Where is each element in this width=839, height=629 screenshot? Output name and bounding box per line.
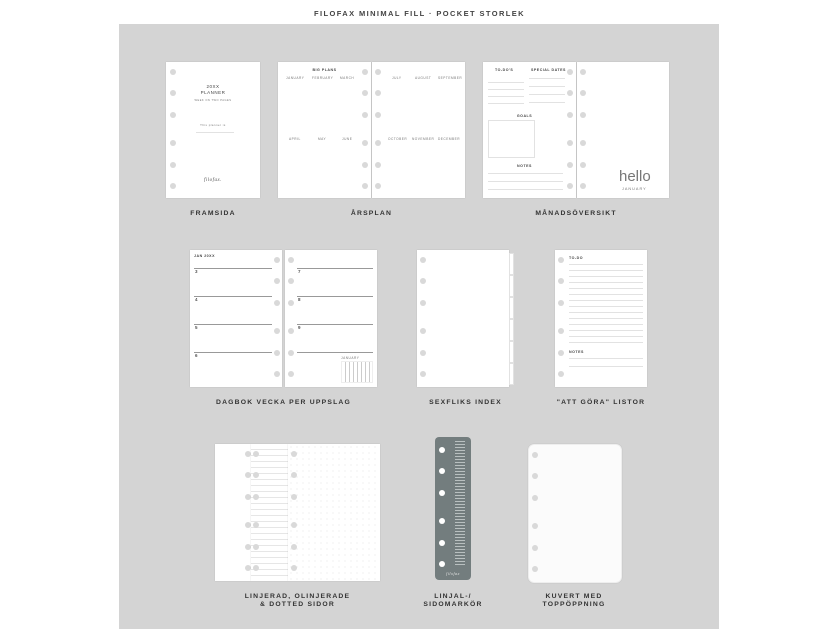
caption-arsplan: ÅRSPLAN (350, 210, 393, 217)
ring-hole (253, 472, 259, 478)
ring-hole (274, 257, 280, 263)
ring-hole (375, 162, 381, 168)
ruler-ticks (455, 441, 465, 565)
ring-hole (375, 69, 381, 75)
notes-heading: NOTES (517, 164, 532, 168)
caption-dagbok: DAGBOK VECKA PER UPPSLAG (215, 399, 352, 406)
rule-line (529, 86, 565, 87)
product-panel (119, 24, 719, 629)
ring-hole (580, 162, 586, 168)
caption-framsida: FRAMSIDA (190, 210, 236, 217)
ring-hole (532, 473, 538, 479)
ring-hole (291, 451, 297, 457)
rule-line (569, 270, 643, 271)
index-tab (509, 297, 514, 319)
ring-hole (558, 328, 564, 334)
cover-subtitle: WEEK ON TWO PAGES (194, 99, 232, 102)
ring-hole (274, 328, 280, 334)
ring-hole (580, 140, 586, 146)
rule-line (569, 300, 643, 301)
ring-hole (439, 490, 445, 496)
ring-hole (288, 350, 294, 356)
ring-hole (288, 328, 294, 334)
ring-hole (420, 257, 426, 263)
blank-page (215, 444, 251, 581)
caption-manad: MÅNADSÖVERSIKT (535, 210, 617, 217)
ring-hole (580, 183, 586, 189)
ring-hole (567, 69, 573, 75)
rule-line (569, 324, 643, 325)
month-label: AUGUST (415, 76, 432, 80)
ring-hole (170, 69, 176, 75)
ring-hole (420, 371, 426, 377)
index-tab (509, 363, 514, 385)
goals-box (488, 120, 535, 158)
cover-owner: This planner is (200, 123, 226, 127)
rule-line (194, 296, 272, 297)
rule-line (297, 268, 373, 269)
ring-hole (291, 522, 297, 528)
ruler-logo: filofax (446, 571, 460, 576)
ring-hole (532, 523, 538, 529)
rule-line (569, 294, 643, 295)
ring-hole (288, 278, 294, 284)
ring-hole (253, 544, 259, 550)
ring-hole (580, 90, 586, 96)
caption-sexfliks: SEXFLIKS INDEX (429, 399, 502, 406)
index-divider (417, 250, 509, 387)
ring-hole (291, 472, 297, 478)
rule-line (569, 336, 643, 337)
rule-line (529, 102, 565, 103)
ring-hole (420, 278, 426, 284)
ring-hole (439, 447, 445, 453)
special-dates-heading: SPECIAL DATES (531, 68, 566, 72)
rule-line (297, 296, 373, 297)
ring-hole (532, 452, 538, 458)
ring-hole (274, 278, 280, 284)
rule-line (569, 312, 643, 313)
ring-hole (362, 140, 368, 146)
rule-line (569, 330, 643, 331)
month-label: JULY (392, 76, 402, 80)
rule-line (569, 306, 643, 307)
big-plans-heading: BIG PLANS (312, 68, 337, 72)
ring-hole (532, 545, 538, 551)
ring-hole (274, 350, 280, 356)
ring-hole (291, 544, 297, 550)
index-tab (509, 319, 514, 341)
ring-hole (567, 140, 573, 146)
rule-line (529, 78, 565, 79)
ring-hole (567, 162, 573, 168)
ring-hole (288, 257, 294, 263)
ring-hole (375, 140, 381, 146)
ring-hole (362, 183, 368, 189)
ring-hole (532, 495, 538, 501)
page-title: FILOFAX MINIMAL FILL · POCKET STORLEK (314, 9, 525, 18)
ring-hole (532, 566, 538, 572)
ring-hole (567, 183, 573, 189)
month-label: APRIL (289, 137, 301, 141)
ring-hole (558, 300, 564, 306)
rule-line (488, 181, 563, 182)
todo-list-heading: TO-DO (569, 256, 584, 260)
caption-kuvert-2: TOPPÖPPNING (542, 601, 606, 608)
ring-hole (253, 565, 259, 571)
ring-hole (274, 371, 280, 377)
ring-hole (375, 90, 381, 96)
arsplan-right-page (372, 62, 465, 198)
ring-hole (558, 350, 564, 356)
dagbok-month: JAN 20XX (194, 254, 215, 258)
rule-line (529, 94, 565, 95)
lined-page (251, 444, 288, 581)
ring-hole (580, 69, 586, 75)
ring-hole (170, 162, 176, 168)
index-tab (509, 341, 514, 363)
ring-hole (170, 183, 176, 189)
rule-line (488, 96, 524, 97)
ring-hole (170, 140, 176, 146)
ring-hole (274, 300, 280, 306)
rule-line (569, 342, 643, 343)
ring-hole (253, 451, 259, 457)
rule-line (569, 264, 643, 265)
ring-hole (253, 494, 259, 500)
manad-right-page (577, 62, 669, 198)
rule-line (488, 189, 563, 190)
rule-line (297, 352, 373, 353)
caption-linjerad-2: & DOTTED SIDOR (260, 601, 335, 608)
mini-calendar (341, 361, 373, 383)
rule-line (194, 268, 272, 269)
rule-line (297, 324, 373, 325)
caption-linjal-1: LINJAL-/ (434, 593, 472, 600)
month-label: MARCH (340, 76, 355, 80)
ring-hole (362, 162, 368, 168)
rule-line (569, 366, 643, 367)
month-label: SEPTEMBER (438, 76, 463, 80)
rule-line (488, 103, 524, 104)
filofax-logo: filofax. (203, 178, 223, 183)
rule-line (194, 324, 272, 325)
day-number: 3 (195, 269, 198, 274)
arsplan-left-page (278, 62, 371, 198)
rule-line (569, 288, 643, 289)
day-number: 7 (298, 269, 301, 274)
ring-hole (567, 90, 573, 96)
ring-hole (362, 90, 368, 96)
ring-hole (558, 278, 564, 284)
ring-hole (375, 183, 381, 189)
rule-line (488, 89, 524, 90)
caption-linjal-2: SIDOMARKÖR (423, 601, 483, 608)
ring-hole (439, 561, 445, 567)
month-label: JUNE (342, 137, 353, 141)
month-label: JANUARY (286, 76, 305, 80)
ring-hole (567, 112, 573, 118)
ring-hole (288, 371, 294, 377)
index-tab (509, 275, 514, 297)
ring-hole (291, 565, 297, 571)
rule-line (488, 82, 524, 83)
caption-attgora: "ATT GÖRA" LISTOR (556, 399, 646, 406)
index-tab (509, 253, 514, 275)
ring-hole (580, 112, 586, 118)
ring-hole (558, 371, 564, 377)
caption-kuvert-1: KUVERT MED (545, 593, 603, 600)
rule-line (569, 358, 643, 359)
ring-hole (291, 494, 297, 500)
rule-line (488, 173, 563, 174)
dotted-page (288, 444, 380, 581)
todo-page (555, 250, 647, 387)
hello-text: hello (619, 168, 651, 185)
dagbok-right-page (285, 250, 377, 387)
cover-planner: PLANNER (200, 90, 226, 95)
month-label: FEBRUARY (312, 76, 334, 80)
hello-month: JANUARY (622, 187, 647, 191)
day-number: 6 (195, 353, 198, 358)
ring-hole (362, 69, 368, 75)
ring-hole (170, 112, 176, 118)
day-number: 5 (195, 325, 198, 330)
month-label: DECEMBER (438, 137, 461, 141)
ring-hole (558, 257, 564, 263)
ring-hole (420, 328, 426, 334)
owner-line (196, 132, 234, 133)
ring-hole (439, 468, 445, 474)
caption-linjerad-1: LINJERAD, OLINJERADE (244, 593, 351, 600)
ruler-marker (435, 437, 471, 580)
day-number: 8 (298, 297, 301, 302)
month-label: NOVEMBER (412, 137, 435, 141)
month-label: MAY (318, 137, 327, 141)
cover-year: 20XX (206, 84, 220, 89)
notes-list-heading: NOTES (569, 350, 584, 354)
ring-hole (420, 300, 426, 306)
rule-line (569, 276, 643, 277)
todo-heading: TO-DO'S (495, 68, 514, 72)
month-label: OCTOBER (388, 137, 408, 141)
ring-hole (439, 540, 445, 546)
manad-left-page (483, 62, 576, 198)
mini-calendar-month: JANUARY (341, 356, 360, 360)
rule-line (569, 318, 643, 319)
ring-hole (288, 300, 294, 306)
framsida-page (166, 62, 260, 198)
ring-hole (362, 112, 368, 118)
ring-hole (253, 522, 259, 528)
rule-line (194, 352, 272, 353)
envelope (528, 444, 622, 583)
goals-heading: GOALS (516, 114, 533, 118)
ring-hole (375, 112, 381, 118)
ring-hole (420, 350, 426, 356)
day-number: 4 (195, 297, 198, 302)
rule-line (569, 282, 643, 283)
day-number: 9 (298, 325, 301, 330)
ring-hole (439, 518, 445, 524)
dagbok-left-page (190, 250, 282, 387)
